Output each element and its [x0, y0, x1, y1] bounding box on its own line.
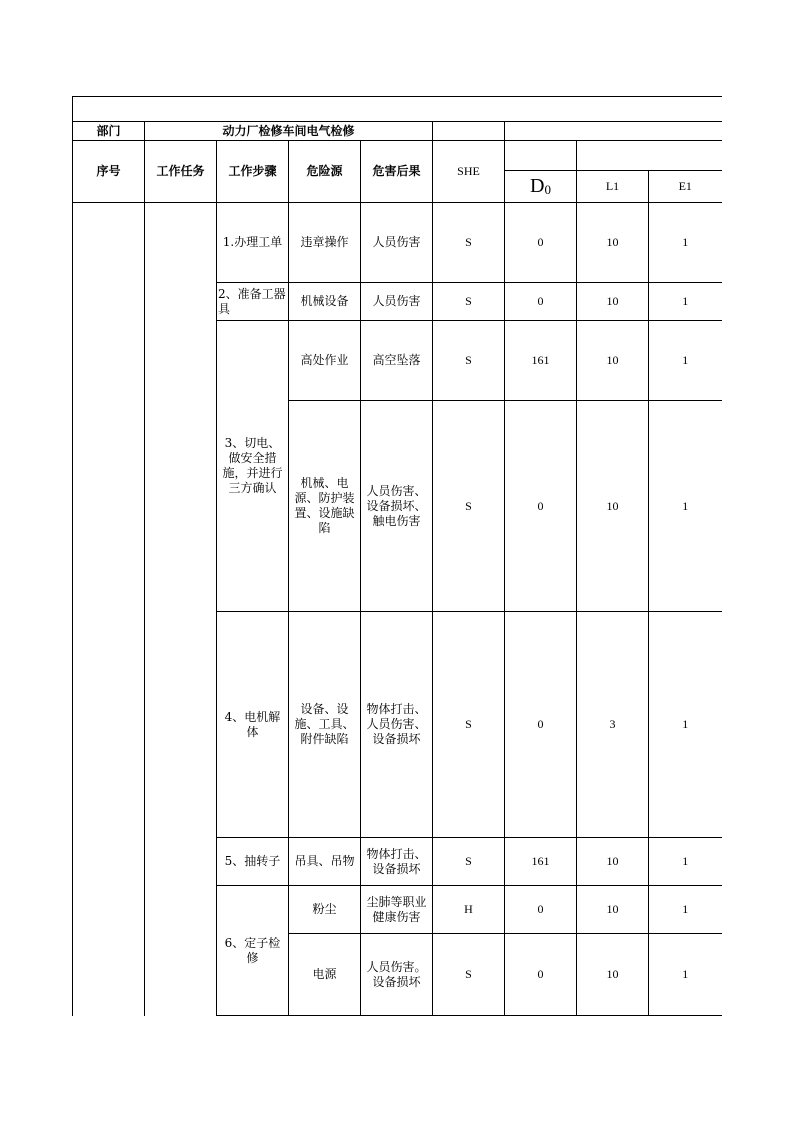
col-seq: 序号	[73, 141, 145, 203]
l1-cell: 10	[577, 934, 649, 1016]
d0-cell: 0	[505, 283, 577, 321]
consequence-cell: 高空坠落	[361, 321, 433, 401]
col-hazard: 危险源	[289, 141, 361, 203]
d0-cell: 161	[505, 838, 577, 886]
consequence-cell: 人员伤害、设备损坏、触电伤害	[361, 401, 433, 612]
dept-value: 动力厂检修车间电气检修	[145, 122, 433, 141]
col-e1: E1	[649, 171, 722, 203]
column-header-row-1	[73, 141, 722, 171]
she-cell: S	[433, 838, 505, 886]
l1-cell: 3	[577, 612, 649, 838]
col-task: 工作任务	[145, 141, 217, 203]
she-cell: H	[433, 886, 505, 934]
hazard-cell: 违章操作	[289, 203, 361, 283]
blank-header-cell	[577, 141, 722, 171]
title-cell	[73, 97, 722, 122]
l1-cell: 10	[577, 321, 649, 401]
she-cell: S	[433, 401, 505, 612]
blank-header-cell	[505, 122, 722, 141]
l1-cell: 10	[577, 203, 649, 283]
step-cell: 1.办理工单	[217, 203, 289, 283]
step-cell: 2、准备工器具	[217, 283, 289, 321]
hazard-cell: 机械设备	[289, 283, 361, 321]
step-cell: 6、定子检修	[217, 886, 289, 1016]
col-step: 工作步骤	[217, 141, 289, 203]
she-cell: S	[433, 283, 505, 321]
col-she: SHE	[433, 141, 505, 203]
blank-header-cell	[433, 122, 505, 141]
step-cell: 5、抽转子	[217, 838, 289, 886]
d0-cell: 0	[505, 886, 577, 934]
d0-cell: 0	[505, 203, 577, 283]
step-cell: 3、切电、做安全措施，并进行三方确认	[217, 321, 289, 612]
she-cell: S	[433, 934, 505, 1016]
step-cell: 4、电机解体	[217, 612, 289, 838]
hazard-cell: 粉尘	[289, 886, 361, 934]
e1-cell: 1	[649, 283, 722, 321]
title-row	[73, 97, 722, 122]
e1-cell: 1	[649, 321, 722, 401]
consequence-cell: 物体打击、设备损坏	[361, 838, 433, 886]
risk-table	[72, 96, 722, 1016]
col-d0-sub: 0	[544, 181, 551, 197]
e1-cell: 1	[649, 886, 722, 934]
l1-cell: 10	[577, 401, 649, 612]
blank-header-cell	[505, 141, 577, 171]
dept-label: 部门	[73, 122, 145, 141]
risk-assessment-sheet	[72, 96, 721, 1016]
she-cell: S	[433, 203, 505, 283]
col-l1: L1	[577, 171, 649, 203]
table-row	[73, 203, 722, 283]
d0-cell: 0	[505, 612, 577, 838]
col-d0-main: D	[530, 174, 545, 197]
consequence-cell: 人员伤害	[361, 283, 433, 321]
consequence-cell: 人员伤害。设备损坏	[361, 934, 433, 1016]
seq-cell	[73, 203, 145, 1016]
hazard-cell: 设备、设施、工具、附件缺陷	[289, 612, 361, 838]
d0-cell: 161	[505, 321, 577, 401]
e1-cell: 1	[649, 612, 722, 838]
e1-cell: 1	[649, 934, 722, 1016]
task-cell	[145, 203, 217, 1016]
e1-cell: 1	[649, 401, 722, 612]
l1-cell: 10	[577, 886, 649, 934]
consequence-cell: 物体打击、人员伤害、设备损坏	[361, 612, 433, 838]
hazard-cell: 机械、电源、防护装置、设施缺陷	[289, 401, 361, 612]
dept-row	[73, 122, 722, 141]
col-d0	[505, 171, 577, 203]
hazard-cell: 吊具、吊物	[289, 838, 361, 886]
e1-cell: 1	[649, 838, 722, 886]
hazard-cell: 高处作业	[289, 321, 361, 401]
col-consequence: 危害后果	[361, 141, 433, 203]
she-cell: S	[433, 612, 505, 838]
consequence-cell: 人员伤害	[361, 203, 433, 283]
l1-cell: 10	[577, 283, 649, 321]
she-cell: S	[433, 321, 505, 401]
e1-cell: 1	[649, 203, 722, 283]
l1-cell: 10	[577, 838, 649, 886]
consequence-cell: 尘肺等职业健康伤害	[361, 886, 433, 934]
d0-cell: 0	[505, 934, 577, 1016]
hazard-cell: 电源	[289, 934, 361, 1016]
d0-cell: 0	[505, 401, 577, 612]
